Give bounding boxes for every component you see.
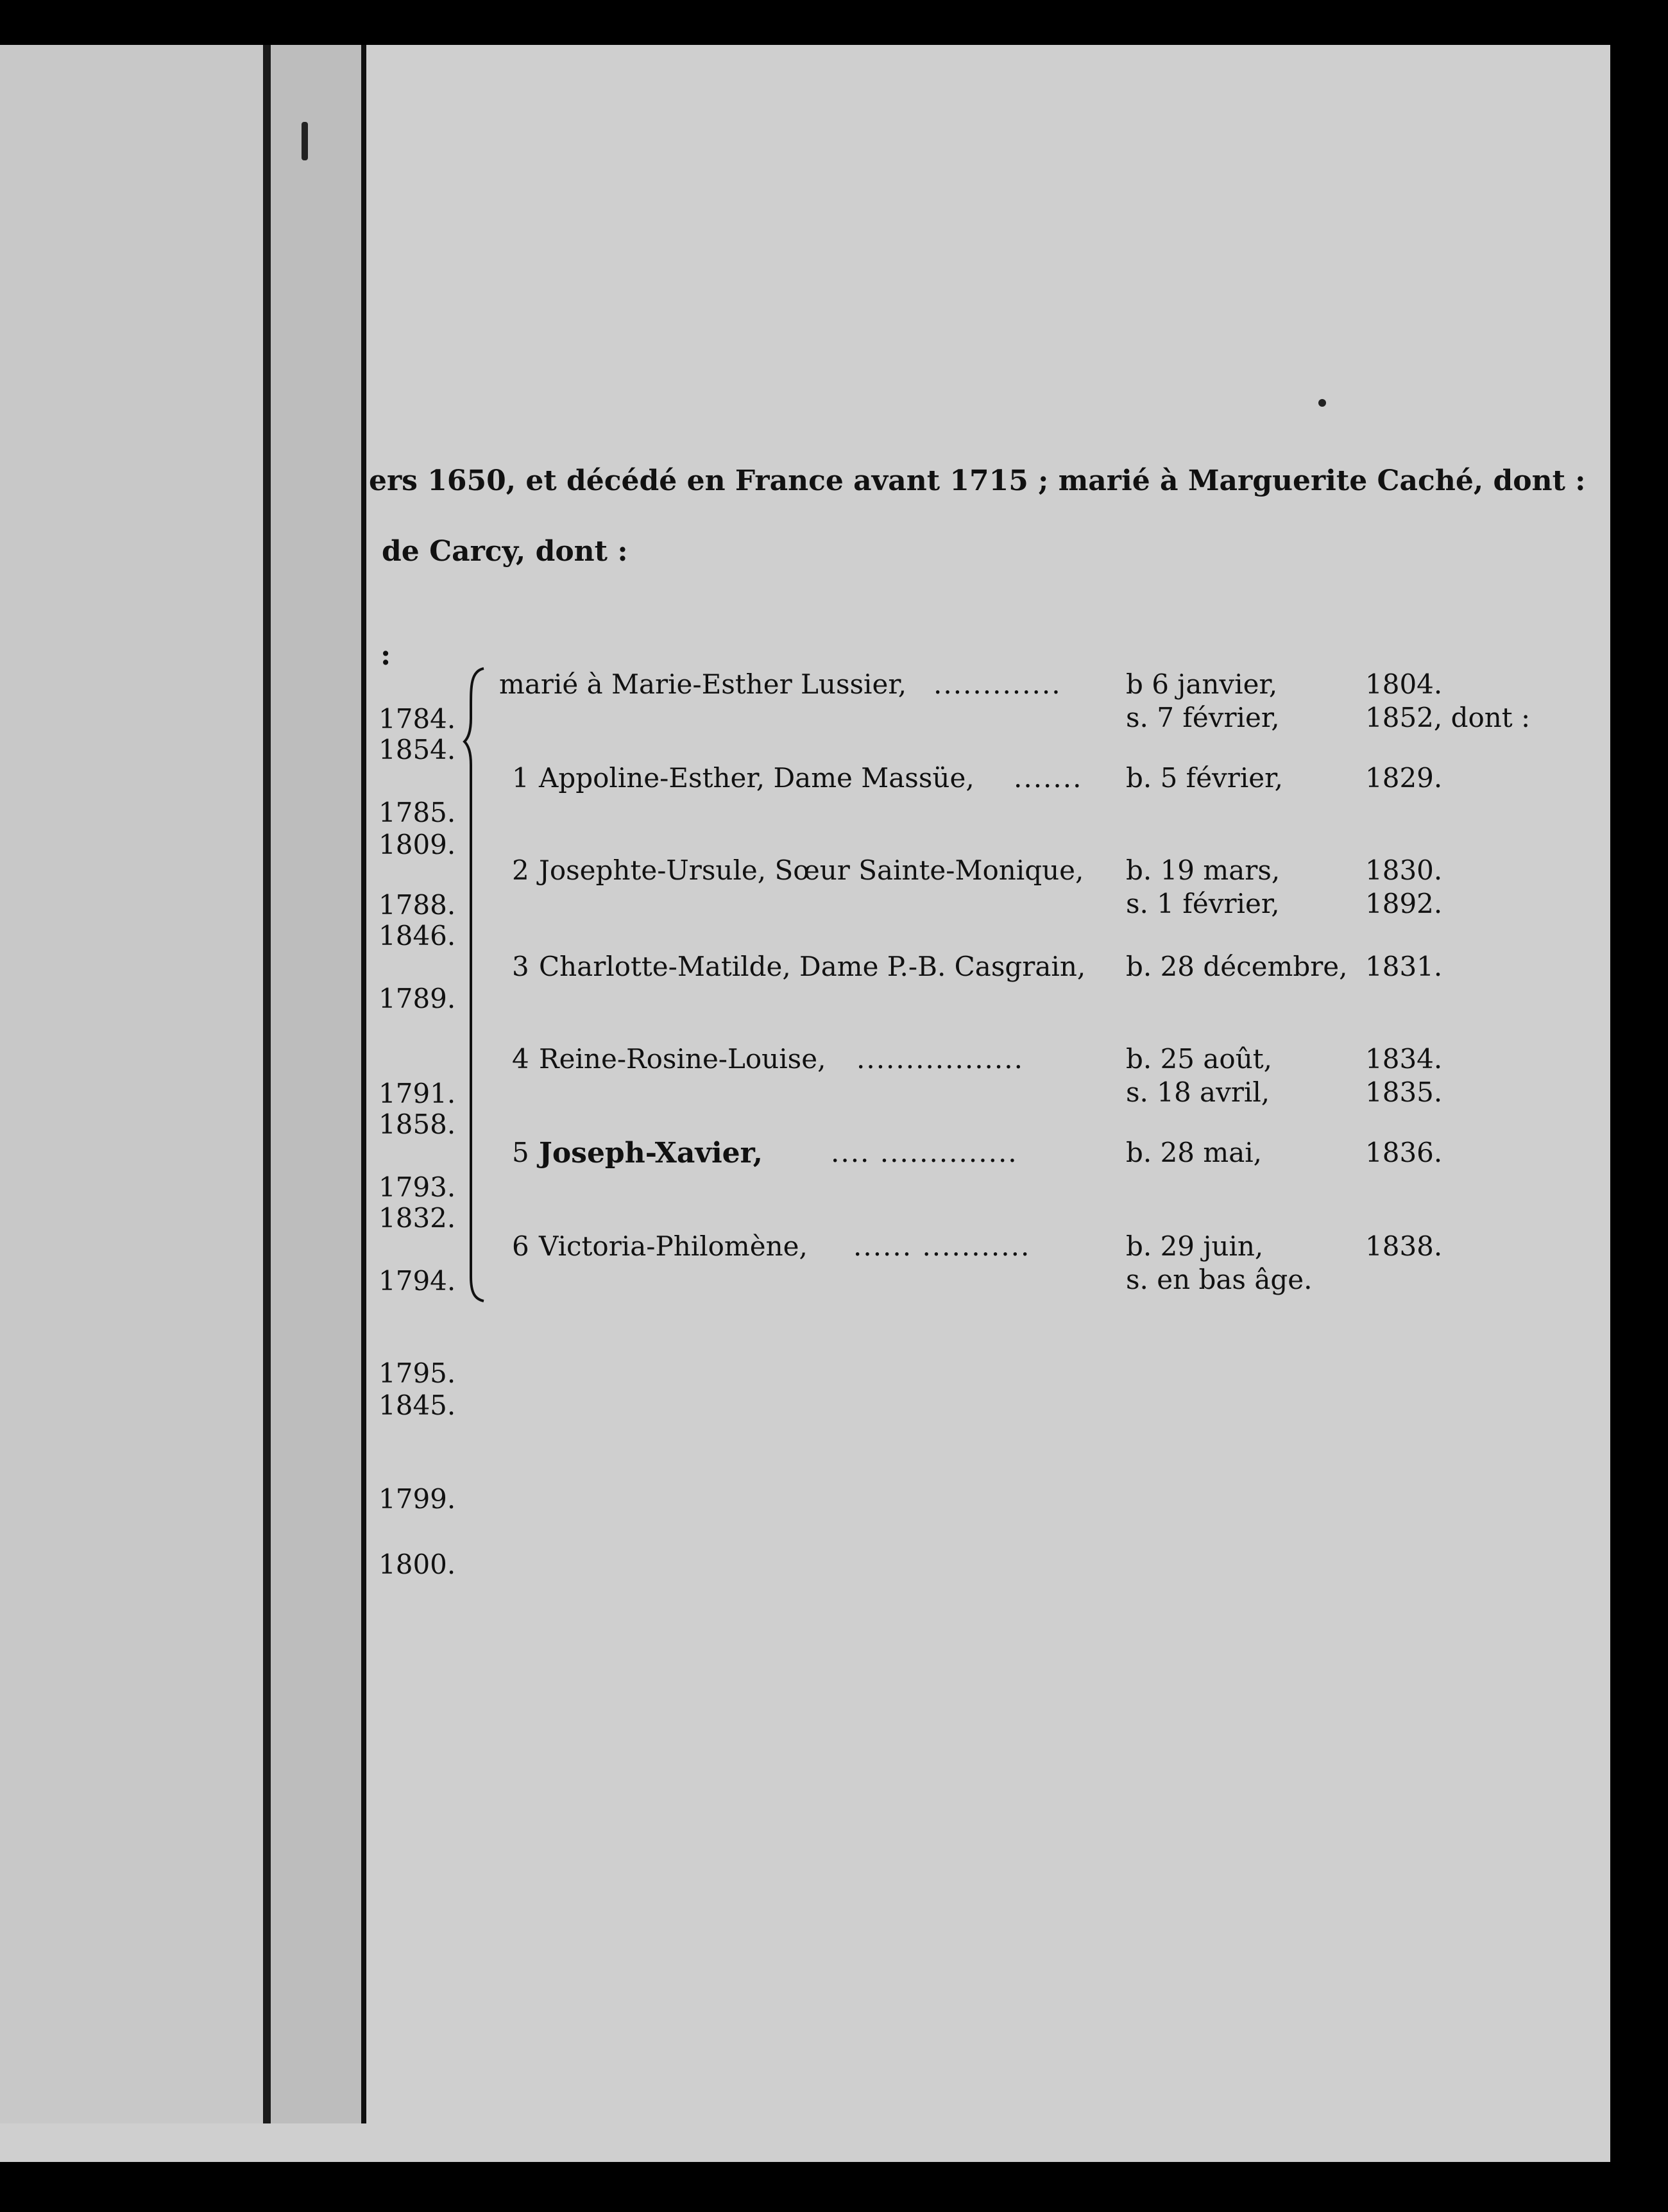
- leader-dots: .......: [1014, 762, 1083, 794]
- child-birth-date: b. 25 août,: [1126, 1043, 1272, 1075]
- child-birth-year: 1834.: [1365, 1043, 1443, 1075]
- header-colon: :: [380, 639, 391, 672]
- page-crease: [263, 45, 271, 2123]
- grouping-brace: [462, 667, 488, 1302]
- marriage-birth-year: 1804.: [1365, 668, 1443, 700]
- child-birth-date: b. 28 mai,: [1126, 1137, 1263, 1168]
- child-name: Victoria-Philomène,: [539, 1230, 808, 1262]
- header-line-2: de Carcy, dont :: [382, 535, 628, 568]
- leader-dots: .................: [856, 1043, 1024, 1075]
- margin-year: 1793.: [379, 1171, 456, 1203]
- child-birth-date: b. 5 février,: [1126, 762, 1283, 794]
- margin-year: 1785.: [379, 797, 456, 828]
- marriage-birth-date: b 6 janvier,: [1126, 668, 1278, 700]
- child-number: 3: [512, 951, 529, 982]
- child-name: Charlotte-Matilde, Dame P.-B. Casgrain,: [539, 951, 1086, 982]
- child-number: 1: [512, 762, 529, 794]
- child-death-note: s. en bas âge.: [1126, 1264, 1313, 1295]
- child-death-year: 1892.: [1365, 888, 1443, 919]
- leader-dots: .... ..............: [831, 1137, 1018, 1168]
- child-name: Appoline-Esther, Dame Massüe,: [539, 762, 974, 794]
- margin-year: 1791.: [379, 1078, 456, 1109]
- child-death-year: 1835.: [1365, 1076, 1443, 1108]
- child-birth-year: 1830.: [1365, 855, 1443, 886]
- child-number: 2: [512, 855, 529, 886]
- child-number: 6: [512, 1230, 529, 1262]
- header-line-1: ers 1650, et décédé en France avant 1715 ; marié à Marguerite Caché, dont :: [369, 464, 1586, 497]
- leader-dots: .............: [933, 668, 1062, 700]
- left-leaf: [0, 45, 266, 2123]
- child-number: 5: [512, 1137, 529, 1168]
- margin-year: 1845.: [379, 1390, 456, 1421]
- child-birth-date: b. 19 mars,: [1126, 855, 1281, 886]
- child-birth-date: b. 28 décembre,: [1126, 951, 1348, 982]
- scan-border: [1610, 38, 1668, 2162]
- child-birth-date: b. 29 juin,: [1126, 1230, 1264, 1262]
- marriage-death-date: s. 7 février,: [1126, 702, 1280, 733]
- marriage-death-year: 1852, dont :: [1365, 702, 1531, 733]
- margin-year: 1789.: [379, 983, 456, 1014]
- margin-year: 1800.: [379, 1549, 456, 1580]
- leader-dots: ...... ...........: [853, 1230, 1031, 1262]
- binding-gutter: [268, 45, 364, 2123]
- child-death-date: s. 18 avril,: [1126, 1076, 1270, 1108]
- margin-year: 1854.: [379, 734, 456, 765]
- margin-year: 1809.: [379, 829, 456, 860]
- margin-year: 1788.: [379, 889, 456, 921]
- child-birth-year: 1829.: [1365, 762, 1443, 794]
- margin-year: 1794.: [379, 1265, 456, 1297]
- marriage-text: marié à Marie-Esther Lussier,: [499, 668, 907, 700]
- margin-year: 1784.: [379, 703, 456, 735]
- child-name: Josephte-Ursule, Sœur Sainte-Monique,: [539, 855, 1084, 886]
- margin-year: 1795.: [379, 1357, 456, 1389]
- child-name: Joseph-Xavier,: [539, 1137, 763, 1170]
- child-number: 4: [512, 1043, 529, 1075]
- child-death-date: s. 1 février,: [1126, 888, 1280, 919]
- child-birth-year: 1831.: [1365, 951, 1443, 982]
- margin-rule: [361, 45, 366, 2123]
- margin-year: 1846.: [379, 920, 456, 951]
- child-birth-year: 1836.: [1365, 1137, 1443, 1168]
- margin-year: 1799.: [379, 1483, 456, 1515]
- child-name: Reine-Rosine-Louise,: [539, 1043, 826, 1075]
- margin-year: 1832.: [379, 1202, 456, 1234]
- child-birth-year: 1838.: [1365, 1230, 1443, 1262]
- margin-year: 1858.: [379, 1109, 456, 1140]
- ink-speck: [1318, 399, 1326, 407]
- ink-mark: [302, 122, 308, 160]
